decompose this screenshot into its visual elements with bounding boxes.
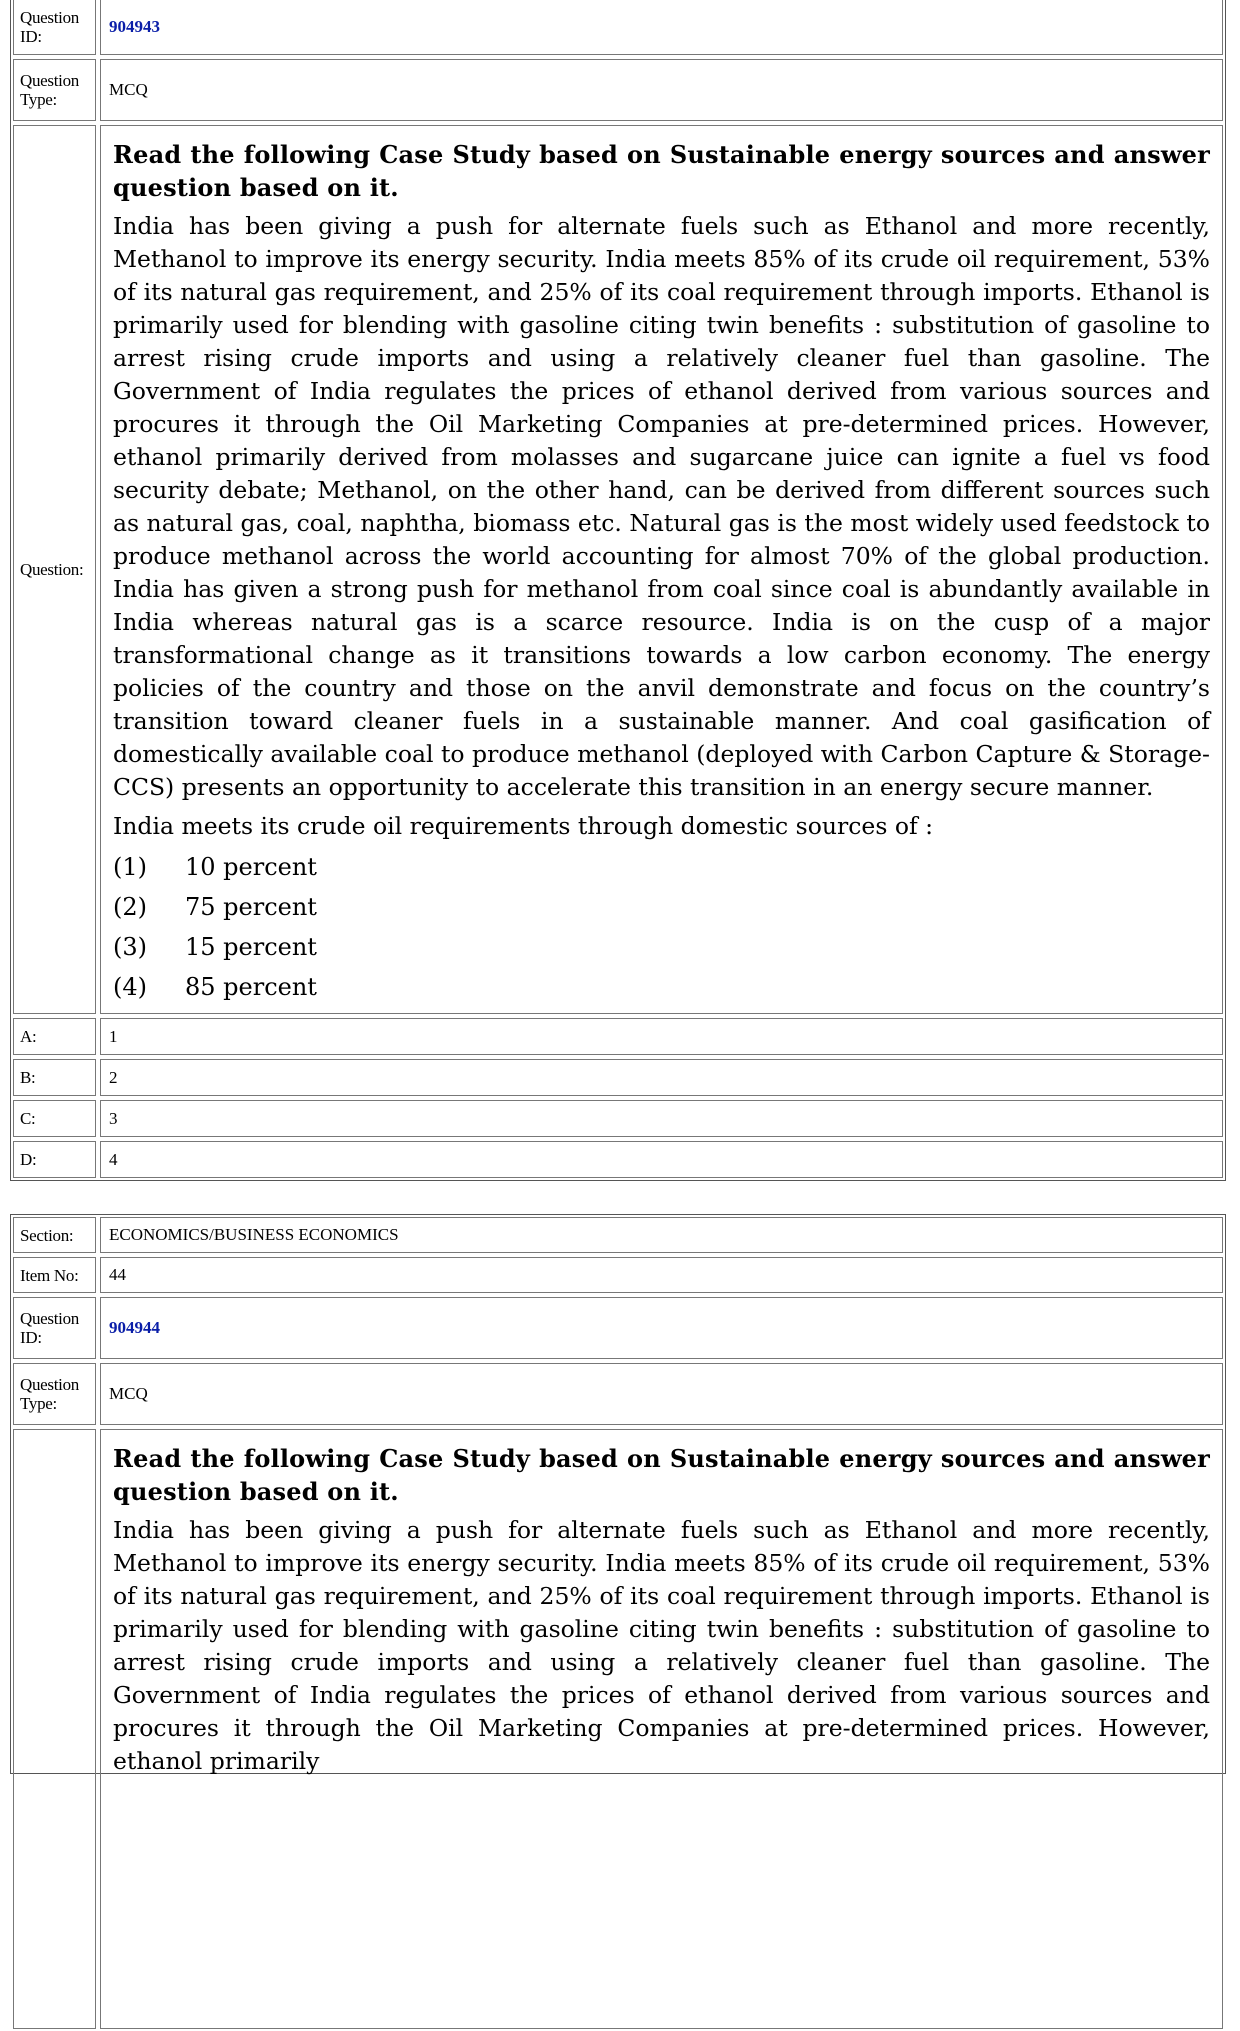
option-number: (2) bbox=[113, 893, 147, 921]
section-row bbox=[11, 1215, 1225, 1255]
option-number: (3) bbox=[113, 933, 147, 961]
option-text: 85 percent bbox=[185, 973, 317, 1001]
question-type-row bbox=[11, 1361, 1225, 1427]
question-table-2 bbox=[10, 1214, 1226, 1774]
answer-d-value: 4 bbox=[100, 1141, 1223, 1178]
option-item bbox=[113, 847, 1210, 887]
question-row bbox=[11, 123, 1225, 1016]
answer-row-a bbox=[11, 1016, 1225, 1057]
answer-row-b bbox=[11, 1057, 1225, 1098]
option-number: (1) bbox=[113, 853, 147, 881]
answer-row-c bbox=[11, 1098, 1225, 1139]
item-no-row bbox=[11, 1255, 1225, 1295]
answer-row-d bbox=[11, 1139, 1225, 1180]
option-item bbox=[113, 887, 1210, 927]
question-id-label: Question ID: bbox=[13, 0, 96, 55]
option-text: 10 percent bbox=[185, 853, 317, 881]
answer-c-label: C: bbox=[13, 1100, 96, 1137]
question-id-value-cell bbox=[100, 1297, 1223, 1359]
section-value: ECONOMICS/BUSINESS ECONOMICS bbox=[100, 1217, 1223, 1253]
question-type-value: MCQ bbox=[100, 59, 1223, 121]
item-no-label: Item No: bbox=[13, 1257, 96, 1293]
question-type-row bbox=[11, 57, 1225, 123]
case-study-heading: Read the following Case Study based on Sustainable energy sources and answer question based on it. bbox=[113, 1444, 1210, 1506]
answer-d-label: D: bbox=[13, 1141, 96, 1178]
case-study-passage: India has been giving a push for alternate fuels such as Ethanol and more recently, Methanol to improve its energy security. India meets 85% of its crude oil requirement, 53% of its natural gas requirement, and 25% of its coal requirement through imports. Ethanol is primarily used for blending with gasoline citing twin benefits : substitution of gasoline to arrest rising crude imports and using a relatively cleaner fuel than gasoline. The Government of India regulates the prices of ethanol derived from various sources and procures it through the Oil Marketing Companies at pre-determined prices. However, ethanol primarily derived from molasses and sugarcane juice can ignite a fuel vs food security debate; Methanol, on the other hand, can be derived from different sources such as natural gas, coal, naphtha, biomass etc. Natural gas is the most widely used feedstock to produce methanol across the world accounting for almost 70% of the global production. India has given a strong push for methanol from coal since coal is abundantly available in India whereas natural gas is a scarce resource. India is on the cusp of a major transformational change as it transitions towards a low carbon economy. The energy policies of the country and those on the anvil demonstrate and focus on the country’s transition toward cleaner fuels in a sustainable manner. And coal gasification of domestically available coal to produce methanol (deployed with Carbon Capture & Storage-CCS) presents an opportunity to accelerate this transition in an energy secure manner. bbox=[113, 212, 1210, 801]
item-no-value: 44 bbox=[100, 1257, 1223, 1293]
question-type-label: Question Type: bbox=[13, 59, 96, 121]
question-row bbox=[11, 1427, 1225, 2031]
option-text: 15 percent bbox=[185, 933, 317, 961]
answer-a-value: 1 bbox=[100, 1018, 1223, 1055]
question-table-1 bbox=[10, 0, 1226, 1181]
question-label: Question: bbox=[13, 125, 96, 1014]
question-label-cell bbox=[13, 1429, 96, 2029]
question-id-row bbox=[11, 1295, 1225, 1361]
question-id-row bbox=[11, 0, 1225, 57]
option-item bbox=[113, 927, 1210, 967]
answer-c-value: 3 bbox=[100, 1100, 1223, 1137]
section-label: Section: bbox=[13, 1217, 96, 1253]
case-study-passage: India has been giving a push for alternate fuels such as Ethanol and more recently, Methanol to improve its energy security. India meets 85% of its crude oil requirement, 53% of its natural gas requirement, and 25% of its coal requirement through imports. Ethanol is primarily used for blending with gasoline citing twin benefits : substitution of gasoline to arrest rising crude imports and using a relatively cleaner fuel than gasoline. The Government of India regulates the prices of ethanol derived from various sources and procures it through the Oil Marketing Companies at pre-determined prices. However, ethanol primarily bbox=[113, 1516, 1210, 1775]
question-id-label: Question ID: bbox=[13, 1297, 96, 1359]
answer-b-value: 2 bbox=[100, 1059, 1223, 1096]
question-content bbox=[100, 1429, 1223, 2029]
question-type-value: MCQ bbox=[100, 1363, 1223, 1425]
answer-a-label: A: bbox=[13, 1018, 96, 1055]
answer-b-label: B: bbox=[13, 1059, 96, 1096]
option-text: 75 percent bbox=[185, 893, 317, 921]
question-id-value-cell bbox=[100, 0, 1223, 55]
question-id-value: 904943 bbox=[109, 17, 160, 36]
question-id-value: 904944 bbox=[109, 1318, 160, 1337]
case-study-heading: Read the following Case Study based on Sustainable energy sources and answer question based on it. bbox=[113, 140, 1210, 202]
question-content bbox=[100, 125, 1223, 1014]
option-item bbox=[113, 967, 1210, 1007]
question-type-label: Question Type: bbox=[13, 1363, 96, 1425]
option-number: (4) bbox=[113, 973, 147, 1001]
question-prompt: India meets its crude oil requirements through domestic sources of : bbox=[113, 812, 934, 840]
